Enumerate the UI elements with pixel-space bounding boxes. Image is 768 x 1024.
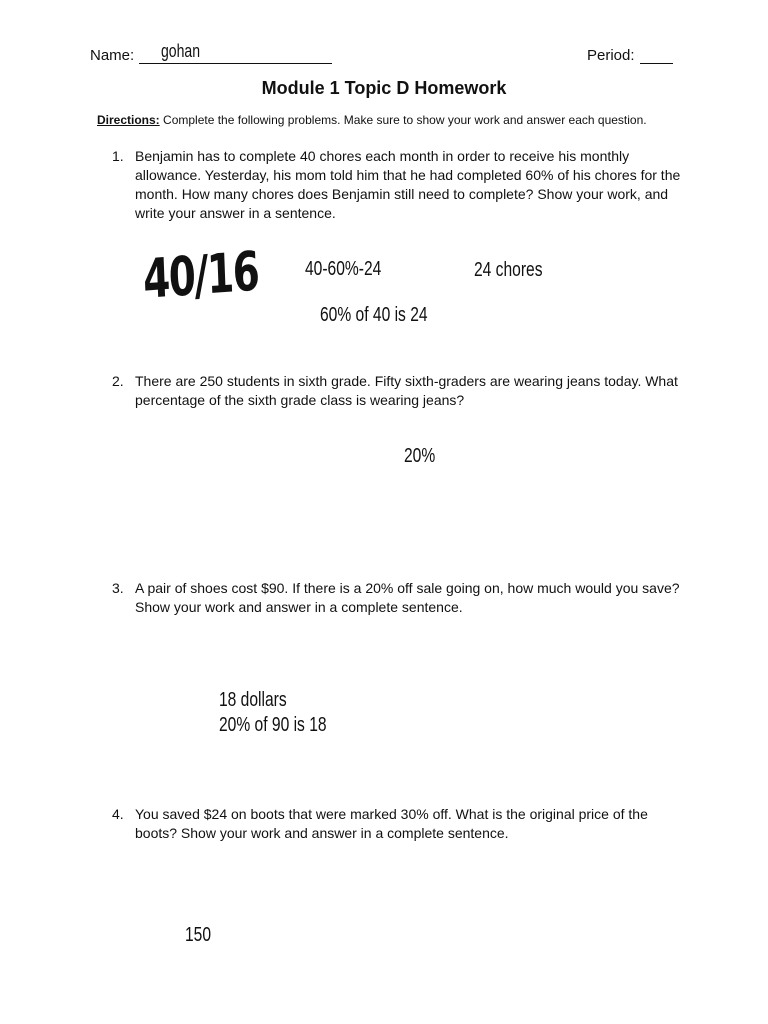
question-text [135,579,685,617]
question-number: 2. [112,373,124,389]
name-field[interactable]: gohan [161,41,201,61]
name-label: Name: [90,47,135,64]
answer-text: 18 dollars [219,689,287,711]
question-line: allowance. Yesterday, his mom told him that he had completed 60% of his chores for the [135,167,681,183]
question-number: 4. [112,806,124,822]
question-text [135,372,685,410]
question-line: write your answer in a sentence. [135,205,336,221]
page-title: Module 1 Topic D Homework [261,78,507,98]
question-line: A pair of shoes cost $90. If there is a 20% off sale going on, how much would you save? [135,580,680,596]
answer-text: 20% of 90 is 18 [219,714,327,736]
answer-text: 20% [404,445,436,467]
question-line: percentage of the sixth grade class is wearing jeans? [135,392,465,408]
answer-text: 24 chores [474,259,543,281]
directions [97,113,647,127]
handwritten-answer: 40/16 [142,239,260,311]
period-underline[interactable] [640,63,673,64]
question-line: Benjamin has to complete 40 chores each month in order to receive his monthly [135,148,630,164]
question-line: You saved $24 on boots that were marked 30% off. What is the original price of the [135,806,648,822]
name-underline [139,63,332,64]
directions-label: Directions: [97,113,160,127]
question-number: 3. [112,580,124,596]
question-line: There are 250 students in sixth grade. Fifty sixth-graders are wearing jeans today. What [135,373,678,389]
question-text [135,805,685,843]
question-text [135,147,685,223]
answer-text: 40-60%-24 [305,258,382,280]
question-line: month. How many chores does Benjamin still need to complete? Show your work, and [135,186,669,202]
question-line: Show your work and answer in a complete sentence. [135,599,463,615]
question-number: 1. [112,148,124,164]
answer-text: 60% of 40 is 24 [320,304,428,326]
period-label: Period: [587,47,635,64]
directions-text: Complete the following problems. Make sure to show your work and answer each question. [163,113,647,127]
answer-text: 150 [185,924,212,946]
question-line: boots? Show your work and answer in a complete sentence. [135,825,509,841]
